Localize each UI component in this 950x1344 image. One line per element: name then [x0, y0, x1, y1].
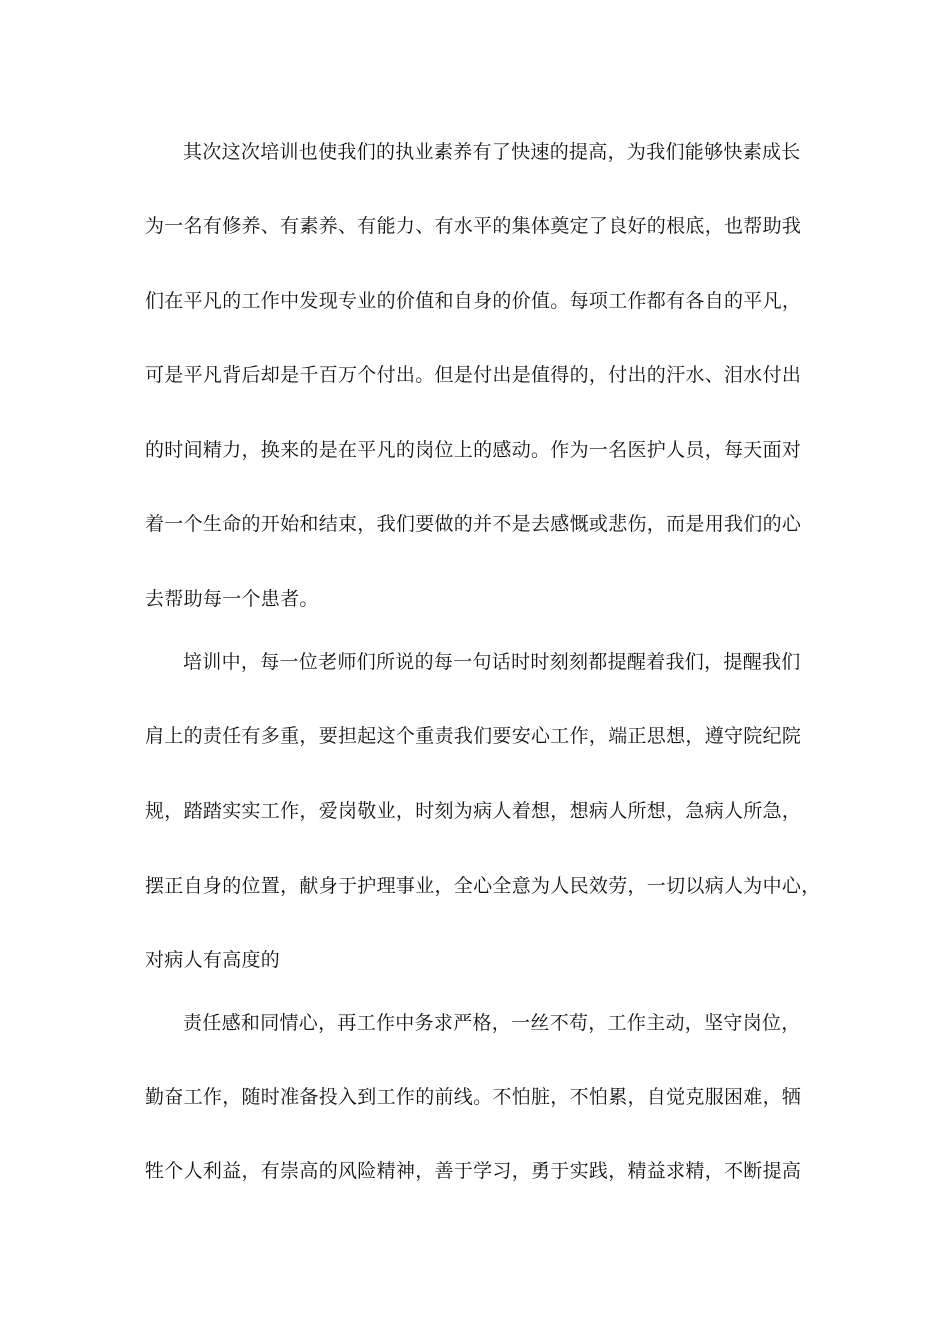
text-line: 可是平凡背后却是千百万个付出。但是付出是值得的，付出的汗水、泪水付出 [145, 364, 802, 386]
text-line: 对病人有高度的 [145, 949, 281, 971]
text-line: 肩上的责任有多重，要担起这个重责我们要安心工作，端正思想，遵守院纪院 [145, 725, 802, 747]
text-line: 去帮助每一个患者。 [145, 588, 319, 610]
text-line: 责任感和同情心，再工作中务求严格，一丝不苟，工作主动，坚守岗位， [183, 1012, 801, 1034]
text-line: 摆正自身的位置，献身于护理事业，全心全意为人民效劳，一切以病人为中心， [145, 875, 821, 897]
text-line: 的时间精力，换来的是在平凡的岗位上的感动。作为一名医护人员，每天面对 [145, 439, 802, 461]
text-line: 们在平凡的工作中发现专业的价值和自身的价值。每项工作都有各自的平凡， [145, 290, 802, 312]
text-line: 勤奋工作，随时准备投入到工作的前线。不怕脏，不怕累，自觉克服困难，牺 [145, 1086, 802, 1108]
text-line: 为一名有修养、有素养、有能力、有水平的集体奠定了良好的根底，也帮助我 [145, 215, 802, 237]
text-line: 着一个生命的开始和结束，我们要做的并不是去感慨或悲伤，而是用我们的心 [145, 513, 802, 535]
text-line: 牲个人利益，有崇高的风险精神，善于学习，勇于实践，精益求精，不断提高 [145, 1160, 802, 1182]
text-line: 其次这次培训也使我们的执业素养有了快速的提高，为我们能够快素成长 [183, 141, 801, 163]
text-line: 规，踏踏实实工作，爱岗敬业，时刻为病人着想，想病人所想，急病人所急， [145, 800, 802, 822]
text-line: 培训中，每一位老师们所说的每一句话时时刻刻都提醒着我们，提醒我们 [183, 651, 801, 673]
